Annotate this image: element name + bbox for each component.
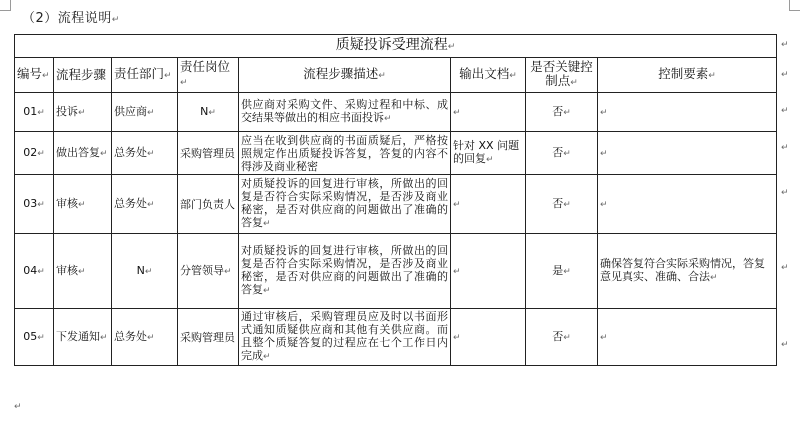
- paragraph-mark: ↵: [453, 199, 461, 210]
- cell-control: [598, 234, 777, 309]
- row-end-mark: ↵: [781, 70, 789, 80]
- cell-no-text: 01: [23, 104, 38, 118]
- paragraph-mark: ↵: [208, 107, 216, 118]
- row-end-mark: ↵: [781, 188, 789, 198]
- cell-dept-text: N: [136, 263, 145, 277]
- cell-desc-text: 通过审核后，采购管理员应及时以书面形式通知质疑供应商和其他有关供应商。而且整个质疑答复的过程应在七个工作日内完成: [241, 310, 448, 362]
- paragraph-mark: ↵: [600, 332, 608, 343]
- header-output: [451, 58, 526, 93]
- cell-post-text: 采购管理员: [180, 330, 235, 344]
- cell-post-text: N: [200, 104, 209, 118]
- paragraph-mark: ↵: [378, 71, 386, 81]
- cell-no: [15, 309, 54, 366]
- cell-output: [451, 234, 526, 309]
- paragraph-mark: ↵: [37, 266, 45, 277]
- paragraph-mark: ↵: [563, 266, 571, 277]
- row-end-mark: ↵: [781, 263, 789, 273]
- paragraph-mark: ↵: [37, 148, 45, 159]
- cell-no-text: 03: [23, 196, 38, 210]
- paragraph-mark: ↵: [78, 266, 86, 277]
- header-desc: [239, 58, 451, 93]
- section-heading: [22, 7, 120, 26]
- cell-key-point: [526, 132, 598, 175]
- paragraph-mark: ↵: [600, 148, 608, 159]
- header-no: [15, 58, 54, 93]
- header-control-label: 控制要素: [658, 66, 709, 81]
- paragraph-mark: ↵: [224, 266, 232, 277]
- cell-step-text: 做出答复: [56, 145, 100, 159]
- cell-desc-text: 对质疑投诉的回复进行审核，所做出的回复是否符合实际采购情况，是否涉及商业秘密，是否对供应商的问题做出了准确的答复: [241, 244, 448, 296]
- table-row: [15, 132, 777, 175]
- section-title: （2）流程说明: [22, 11, 112, 26]
- cell-control: [598, 309, 777, 366]
- table-row: [15, 309, 777, 366]
- table-title: 质疑投诉受理流程: [335, 36, 448, 53]
- cell-desc-text: 应当在收到供应商的书面质疑后，严格按照规定作出质疑投诉答复，答复的内容不得涉及商业秘密: [241, 133, 448, 173]
- cell-key-point: [526, 309, 598, 366]
- paragraph-mark: ↵: [37, 332, 45, 343]
- cell-desc: [239, 175, 451, 234]
- page-corner-mark-left: [0, 0, 11, 11]
- paragraph-mark: ↵: [78, 199, 86, 210]
- cell-no-text: 05: [23, 329, 38, 343]
- cell-no: [15, 93, 54, 132]
- paragraph-mark: ↵: [42, 71, 50, 81]
- cell-dept: [112, 309, 178, 366]
- paragraph-mark: ↵: [263, 286, 271, 296]
- paragraph-mark: ↵: [263, 352, 271, 362]
- header-control: [598, 58, 777, 93]
- paragraph-mark: ↵: [600, 199, 608, 210]
- cell-step: [54, 175, 112, 234]
- paragraph-mark: ↵: [37, 199, 45, 210]
- cell-output: [451, 93, 526, 132]
- cell-output-text: 针对 XX 问题的回复: [453, 139, 520, 165]
- cell-control: [598, 175, 777, 234]
- paragraph-mark: ↵: [570, 78, 578, 88]
- paragraph-mark: ↵: [164, 71, 172, 81]
- cell-output: [451, 132, 526, 175]
- paragraph-mark: ↵: [147, 199, 155, 210]
- paragraph-mark: ↵: [100, 148, 108, 159]
- paragraph-mark: ↵: [144, 266, 153, 277]
- header-post: [178, 58, 239, 93]
- process-table: [14, 34, 777, 366]
- cell-key-point-text: 否: [552, 104, 564, 118]
- cell-key-point-text: 否: [552, 329, 564, 343]
- table-row: [15, 93, 777, 132]
- cell-no-text: 04: [23, 263, 38, 277]
- cell-dept-text: 总务处: [114, 196, 147, 210]
- cell-post: [178, 132, 239, 175]
- header-dept-label: 责任部门: [114, 66, 165, 81]
- row-end-mark: ↵: [781, 340, 789, 350]
- paragraph-mark: ↵: [453, 332, 461, 343]
- header-step: [54, 58, 112, 93]
- cell-key-point-text: 是: [552, 263, 564, 277]
- paragraph-mark: ↵: [447, 41, 456, 52]
- cell-no: [15, 234, 54, 309]
- cell-dept: [112, 234, 178, 309]
- cell-no-text: 02: [23, 145, 38, 159]
- cell-key-point: [526, 234, 598, 309]
- paragraph-mark: ↵: [180, 78, 188, 88]
- cell-step: [54, 132, 112, 175]
- cell-step-text: 下发通知: [56, 329, 100, 343]
- cell-post-text: 采购管理员: [180, 146, 235, 160]
- row-end-mark: ↵: [781, 40, 789, 50]
- paragraph-mark: ↵: [563, 199, 571, 210]
- header-key-point-label: 是否关键控制点: [530, 59, 593, 88]
- paragraph-mark: ↵: [100, 332, 108, 343]
- cell-post: [178, 309, 239, 366]
- table-row: [15, 175, 777, 234]
- paragraph-mark: ↵: [486, 155, 494, 165]
- header-step-label: 流程步骤: [56, 67, 107, 82]
- cell-step-text: 投诉: [56, 104, 78, 118]
- cell-no: [15, 175, 54, 234]
- cell-post: [178, 175, 239, 234]
- paragraph-mark: ↵: [37, 107, 45, 118]
- cell-desc: [239, 309, 451, 366]
- cell-step-text: 审核: [56, 196, 78, 210]
- paragraph-mark: ↵: [563, 148, 571, 159]
- header-no-label: 编号: [17, 66, 43, 81]
- paragraph-mark: ↵: [563, 332, 571, 343]
- table-header-row: [15, 58, 777, 93]
- table-title-cell: [15, 35, 777, 58]
- cell-dept: [112, 132, 178, 175]
- paragraph-mark: ↵: [78, 107, 86, 118]
- header-key-point: [526, 58, 598, 93]
- page-corner-mark-right: [789, 0, 800, 11]
- row-end-mark: ↵: [781, 143, 789, 153]
- header-dept: [112, 58, 178, 93]
- paragraph-mark: ↵: [453, 107, 461, 118]
- paragraph-mark: ↵: [147, 332, 155, 343]
- cell-post: [178, 93, 239, 132]
- paragraph-mark: ↵: [147, 107, 155, 118]
- paragraph-mark: ↵: [710, 273, 718, 283]
- cell-key-point-text: 否: [552, 196, 564, 210]
- cell-step: [54, 93, 112, 132]
- cell-control-text: 确保答复符合实际采购情况，答复意见真实、准确、合法: [600, 257, 765, 283]
- cell-dept: [112, 93, 178, 132]
- table-row: [15, 234, 777, 309]
- cell-dept-text: 总务处: [114, 145, 147, 159]
- table-title-row: [15, 35, 777, 58]
- header-post-label: 责任岗位: [180, 59, 231, 74]
- header-output-label: 输出文档: [459, 66, 510, 81]
- cell-post-text: 部门负责人: [180, 197, 235, 211]
- paragraph-mark: ↵: [600, 107, 608, 118]
- paragraph-mark: ↵: [384, 114, 392, 124]
- cell-step: [54, 234, 112, 309]
- paragraph-mark: ↵: [263, 219, 271, 229]
- cell-dept-text: 总务处: [114, 329, 147, 343]
- paragraph-mark: ↵: [563, 107, 571, 118]
- paragraph-mark: ↵: [147, 148, 155, 159]
- cell-step: [54, 309, 112, 366]
- paragraph-mark: ↵: [453, 266, 461, 277]
- paragraph-mark: ↵: [708, 71, 716, 81]
- cell-desc-text: 供应商对采购文件、采购过程和中标、成交结果等做出的相应书面投诉: [241, 98, 448, 124]
- paragraph-mark-end: ↵: [14, 402, 22, 412]
- cell-post-text: 分管领导: [180, 263, 224, 277]
- cell-output: [451, 309, 526, 366]
- cell-dept: [112, 175, 178, 234]
- paragraph-mark: ↵: [509, 71, 517, 81]
- header-desc-label: 流程步骤描述: [303, 66, 379, 81]
- cell-key-point-text: 否: [552, 145, 564, 159]
- cell-step-text: 审核: [56, 263, 78, 277]
- cell-control: [598, 132, 777, 175]
- cell-dept-text: 供应商: [114, 104, 147, 118]
- cell-post: [178, 234, 239, 309]
- paragraph-mark: ↵: [111, 15, 120, 25]
- cell-output: [451, 175, 526, 234]
- cell-desc: [239, 132, 451, 175]
- cell-control: [598, 93, 777, 132]
- cell-desc-text: 对质疑投诉的回复进行审核，所做出的回复是否符合实际采购情况，是否涉及商业秘密，是否对供应商的问题做出了准确的答复: [241, 177, 448, 229]
- cell-key-point: [526, 93, 598, 132]
- cell-desc: [239, 93, 451, 132]
- cell-key-point: [526, 175, 598, 234]
- row-end-mark: ↵: [781, 106, 789, 116]
- cell-desc: [239, 234, 451, 309]
- cell-no: [15, 132, 54, 175]
